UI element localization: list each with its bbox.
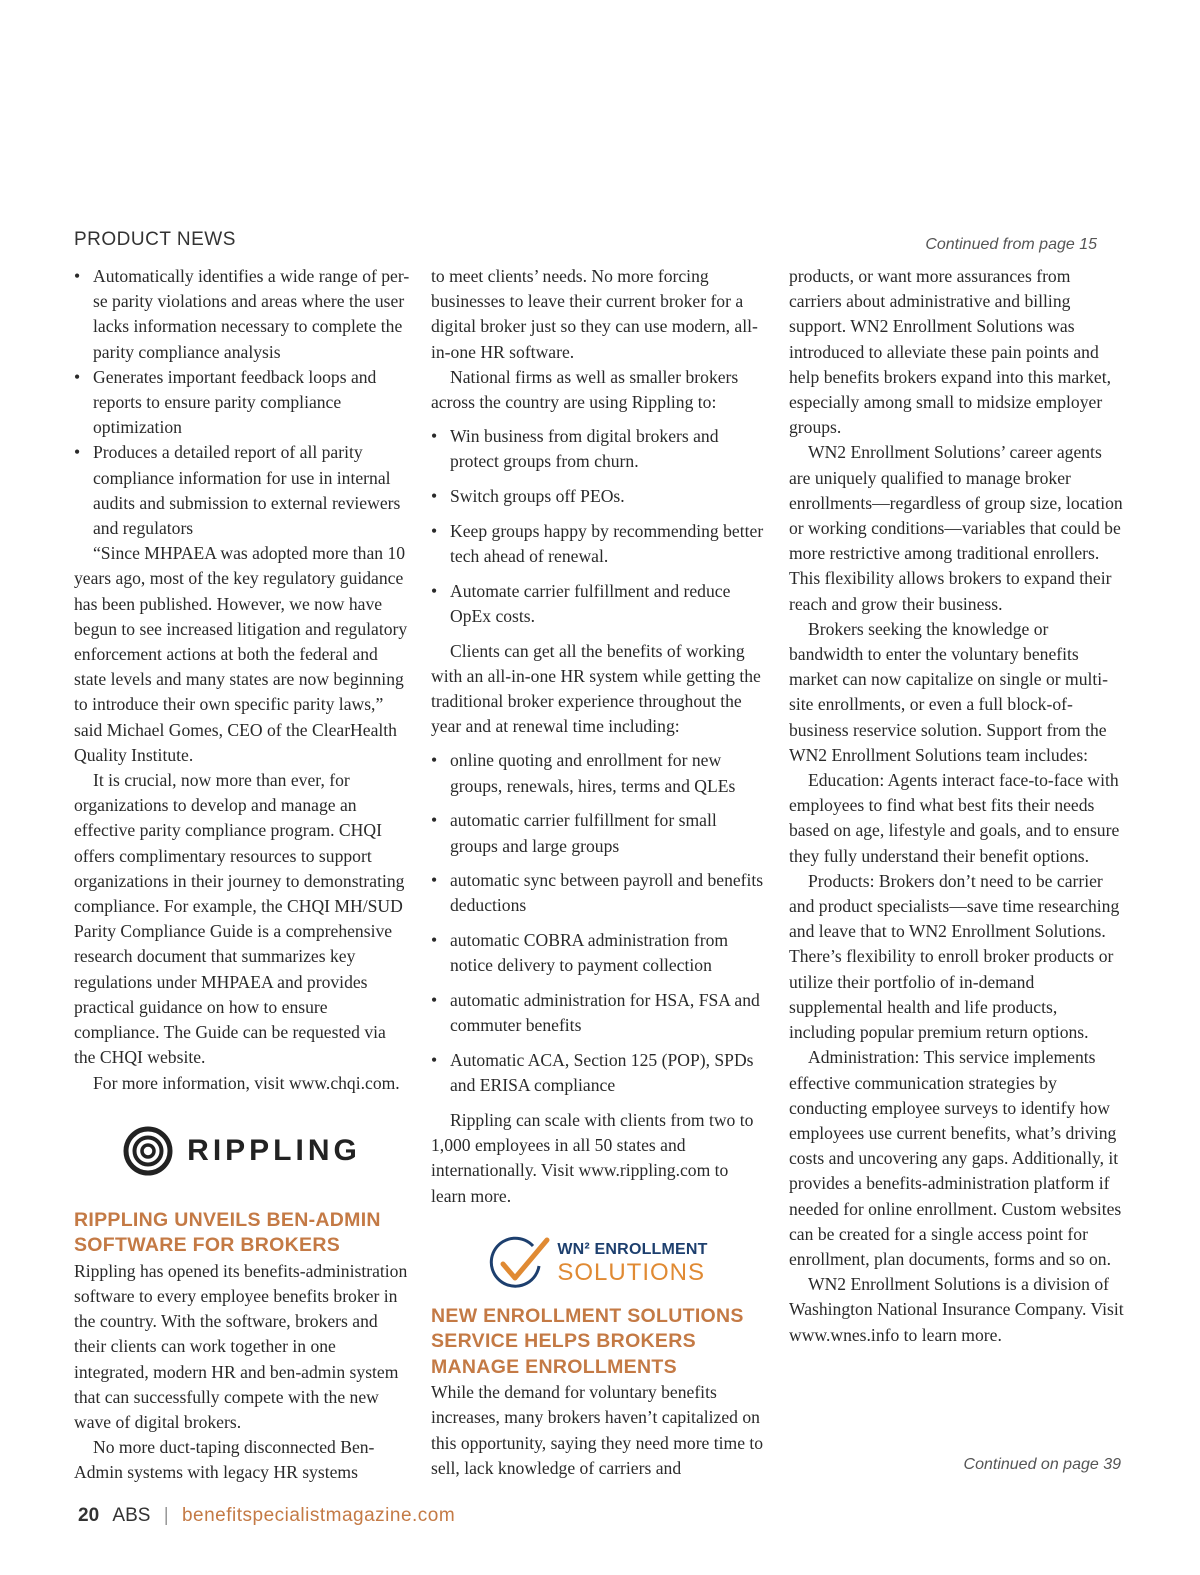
publication-name: ABS bbox=[112, 1505, 151, 1526]
page-footer bbox=[78, 1505, 455, 1527]
body-paragraph: It is crucial, now more than ever, for organizations to develop and manage an effective parity compliance program. CHQI offers complimentary resources to support organizations in their journey to demonstrating compliance. For example, the CHQI MH/SUD Parity Compliance Guide is a comprehensive research document that summarizes key regulations under MHPAEA and provides practical guidance on how to ensure compliance. The Guide can be requested via the CHQI website. bbox=[74, 770, 405, 1068]
footer-website-link[interactable]: benefitspecialistmagazine.com bbox=[181, 1505, 456, 1526]
body-paragraph: National firms as well as smaller brokers across the country are using Rippling to: bbox=[431, 366, 739, 413]
list-item: • online quoting and enrollment for new groups, renewals, hires, terms and QLEs bbox=[431, 748, 766, 798]
continued-on-note: Continued on page 39 bbox=[963, 1456, 1121, 1473]
body-paragraph: Education: Agents interact face-to-face with employees to find what best fits their needs based on age, lifestyle and goals, and to ensure they fully understand their benefit options. bbox=[789, 770, 1120, 866]
body-paragraph: Administration: This service implements effective communication strategies by conducting employee surveys to identify how employees use current benefits, what’s driving costs and uncovering any gaps. Additionally, it provides a benefits-administration platform if needed for online enrollment. Custom websites can be created for a single access point for enrollment, plan documents, forms and so on. bbox=[789, 1047, 1122, 1269]
checkmark-icon bbox=[489, 1236, 551, 1292]
body-paragraph: to meet clients’ needs. No more forcing businesses to leave their current broker for a digital broker just so they can use modern, all-in-one HR software. bbox=[431, 266, 758, 362]
chqi-feature-list bbox=[74, 264, 410, 541]
rippling-wordmark: RIPPLING bbox=[187, 1134, 361, 1168]
rippling-mark-icon bbox=[123, 1126, 173, 1176]
list-item: • automatic sync between payroll and benefits deductions bbox=[431, 868, 766, 918]
wn2-logo-line1: WN² ENROLLMENT bbox=[557, 1241, 708, 1259]
list-item: • Automate carrier fulfillment and reduce OpEx costs. bbox=[431, 579, 766, 629]
article-heading: RIPPLING UNVEILS BEN-ADMIN SOFTWARE FOR BROKERS bbox=[74, 1208, 381, 1257]
body-paragraph: WN2 Enrollment Solutions is a division of Washington National Insurance Company. Visit www.wnes.info to learn more. bbox=[789, 1274, 1124, 1345]
list-item: • automatic COBRA administration from notice delivery to payment collection bbox=[431, 928, 766, 978]
list-item: • Win business from digital brokers and protect groups from churn. bbox=[431, 424, 766, 474]
body-paragraph: Rippling has opened its benefits-administration software to every employee benefits broker in the country. With the software, brokers and their clients can work together in one integrated, modern HR and ben-admin system that can successfully compete with the new wave of digital brokers. bbox=[74, 1260, 408, 1432]
body-paragraph: “Since MHPAEA was adopted more than 10 years ago, most of the key regulatory guidance has been published. However, we now have begun to see increased litigation and regulatory enforcement actions at both the federal and state levels and many states are now beginning to introduce their own specific parity laws,” said Michael Gomes, CEO of the ClearHealth Quality Institute. bbox=[74, 543, 408, 765]
page-number: 20 bbox=[78, 1505, 100, 1526]
column-2 bbox=[431, 264, 766, 1481]
rippling-features-list bbox=[431, 748, 766, 1098]
wn2-logo bbox=[431, 1234, 766, 1294]
list-item: • Generates important feedback loops and reports to ensure parity compliance optimization bbox=[74, 365, 410, 441]
wn2-logo-line2: SOLUTIONS bbox=[557, 1259, 706, 1287]
rippling-uses-list bbox=[431, 424, 766, 629]
body-paragraph: No more duct-taping disconnected Ben-Admin systems with legacy HR systems bbox=[74, 1437, 375, 1483]
body-paragraph: Brokers seeking the knowledge or bandwidth to enter the voluntary benefits market can now capitalize on single or multi-site enrollments, or even a full block-of-business reservice solution. Support from the WN2 Enrollment Solutions team includes: bbox=[789, 618, 1109, 765]
article-heading: NEW ENROLLMENT SOLUTIONS SERVICE HELPS BROKERS MANAGE ENROLLMENTS bbox=[431, 1304, 744, 1378]
column-1 bbox=[74, 264, 410, 1486]
column-3 bbox=[789, 264, 1126, 1348]
list-item: • Keep groups happy by recommending better tech ahead of renewal. bbox=[431, 519, 766, 569]
list-item: • Switch groups off PEOs. bbox=[431, 484, 766, 509]
section-label: PRODUCT NEWS bbox=[74, 229, 236, 250]
list-item: • automatic administration for HSA, FSA and commuter benefits bbox=[431, 988, 766, 1038]
body-paragraph: For more information, visit www.chqi.com. bbox=[93, 1072, 400, 1093]
list-item: • Automatic ACA, Section 125 (POP), SPDs and ERISA compliance bbox=[431, 1048, 766, 1098]
rippling-logo bbox=[74, 1122, 410, 1180]
list-item: • Automatically identifies a wide range of per-se parity violations and areas where the user lacks information necessary to complete the parity compliance analysis bbox=[74, 264, 410, 365]
body-paragraph: Rippling can scale with clients from two to 1,000 employees in all 50 states and internationally. Visit www.rippling.com to learn more. bbox=[431, 1109, 754, 1206]
list-item: • automatic carrier fulfillment for small groups and large groups bbox=[431, 808, 766, 858]
body-paragraph: While the demand for voluntary benefits increases, many brokers haven’t capitalized on this opportunity, saying they need more time to sell, lack knowledge of carriers and bbox=[431, 1382, 764, 1478]
continued-from-note: Continued from page 15 bbox=[925, 236, 1097, 253]
body-paragraph: Products: Brokers don’t need to be carrier and product specialists—save time researching and leave that to WN2 Enrollment Solutions. There’s flexibility to enroll broker products or utilize their portfolio of in-demand supplemental health and life products, including popular premium return options. bbox=[789, 870, 1120, 1043]
body-paragraph: products, or want more assurances from carriers about administrative and billing support. WN2 Enrollment Solutions was introduced to alleviate these pain points and help benefits brokers expand into this market, especially among small to midsize employer groups. bbox=[789, 266, 1111, 438]
body-paragraph: WN2 Enrollment Solutions’ career agents are uniquely qualified to manage broker enrollments—regardless of group size, location or working conditions—variables that could be more restrictive among traditional enrollers. This flexibility allows brokers to expand their reach and grow their business. bbox=[789, 442, 1123, 614]
list-item: • Produces a detailed report of all parity compliance information for use in internal audits and submission to external reviewers and regulators bbox=[74, 440, 410, 541]
body-paragraph: Clients can get all the benefits of working with an all-in-one HR system while getting the traditional broker experience throughout the year and at renewal time including: bbox=[431, 640, 761, 737]
footer-separator: | bbox=[163, 1505, 169, 1526]
